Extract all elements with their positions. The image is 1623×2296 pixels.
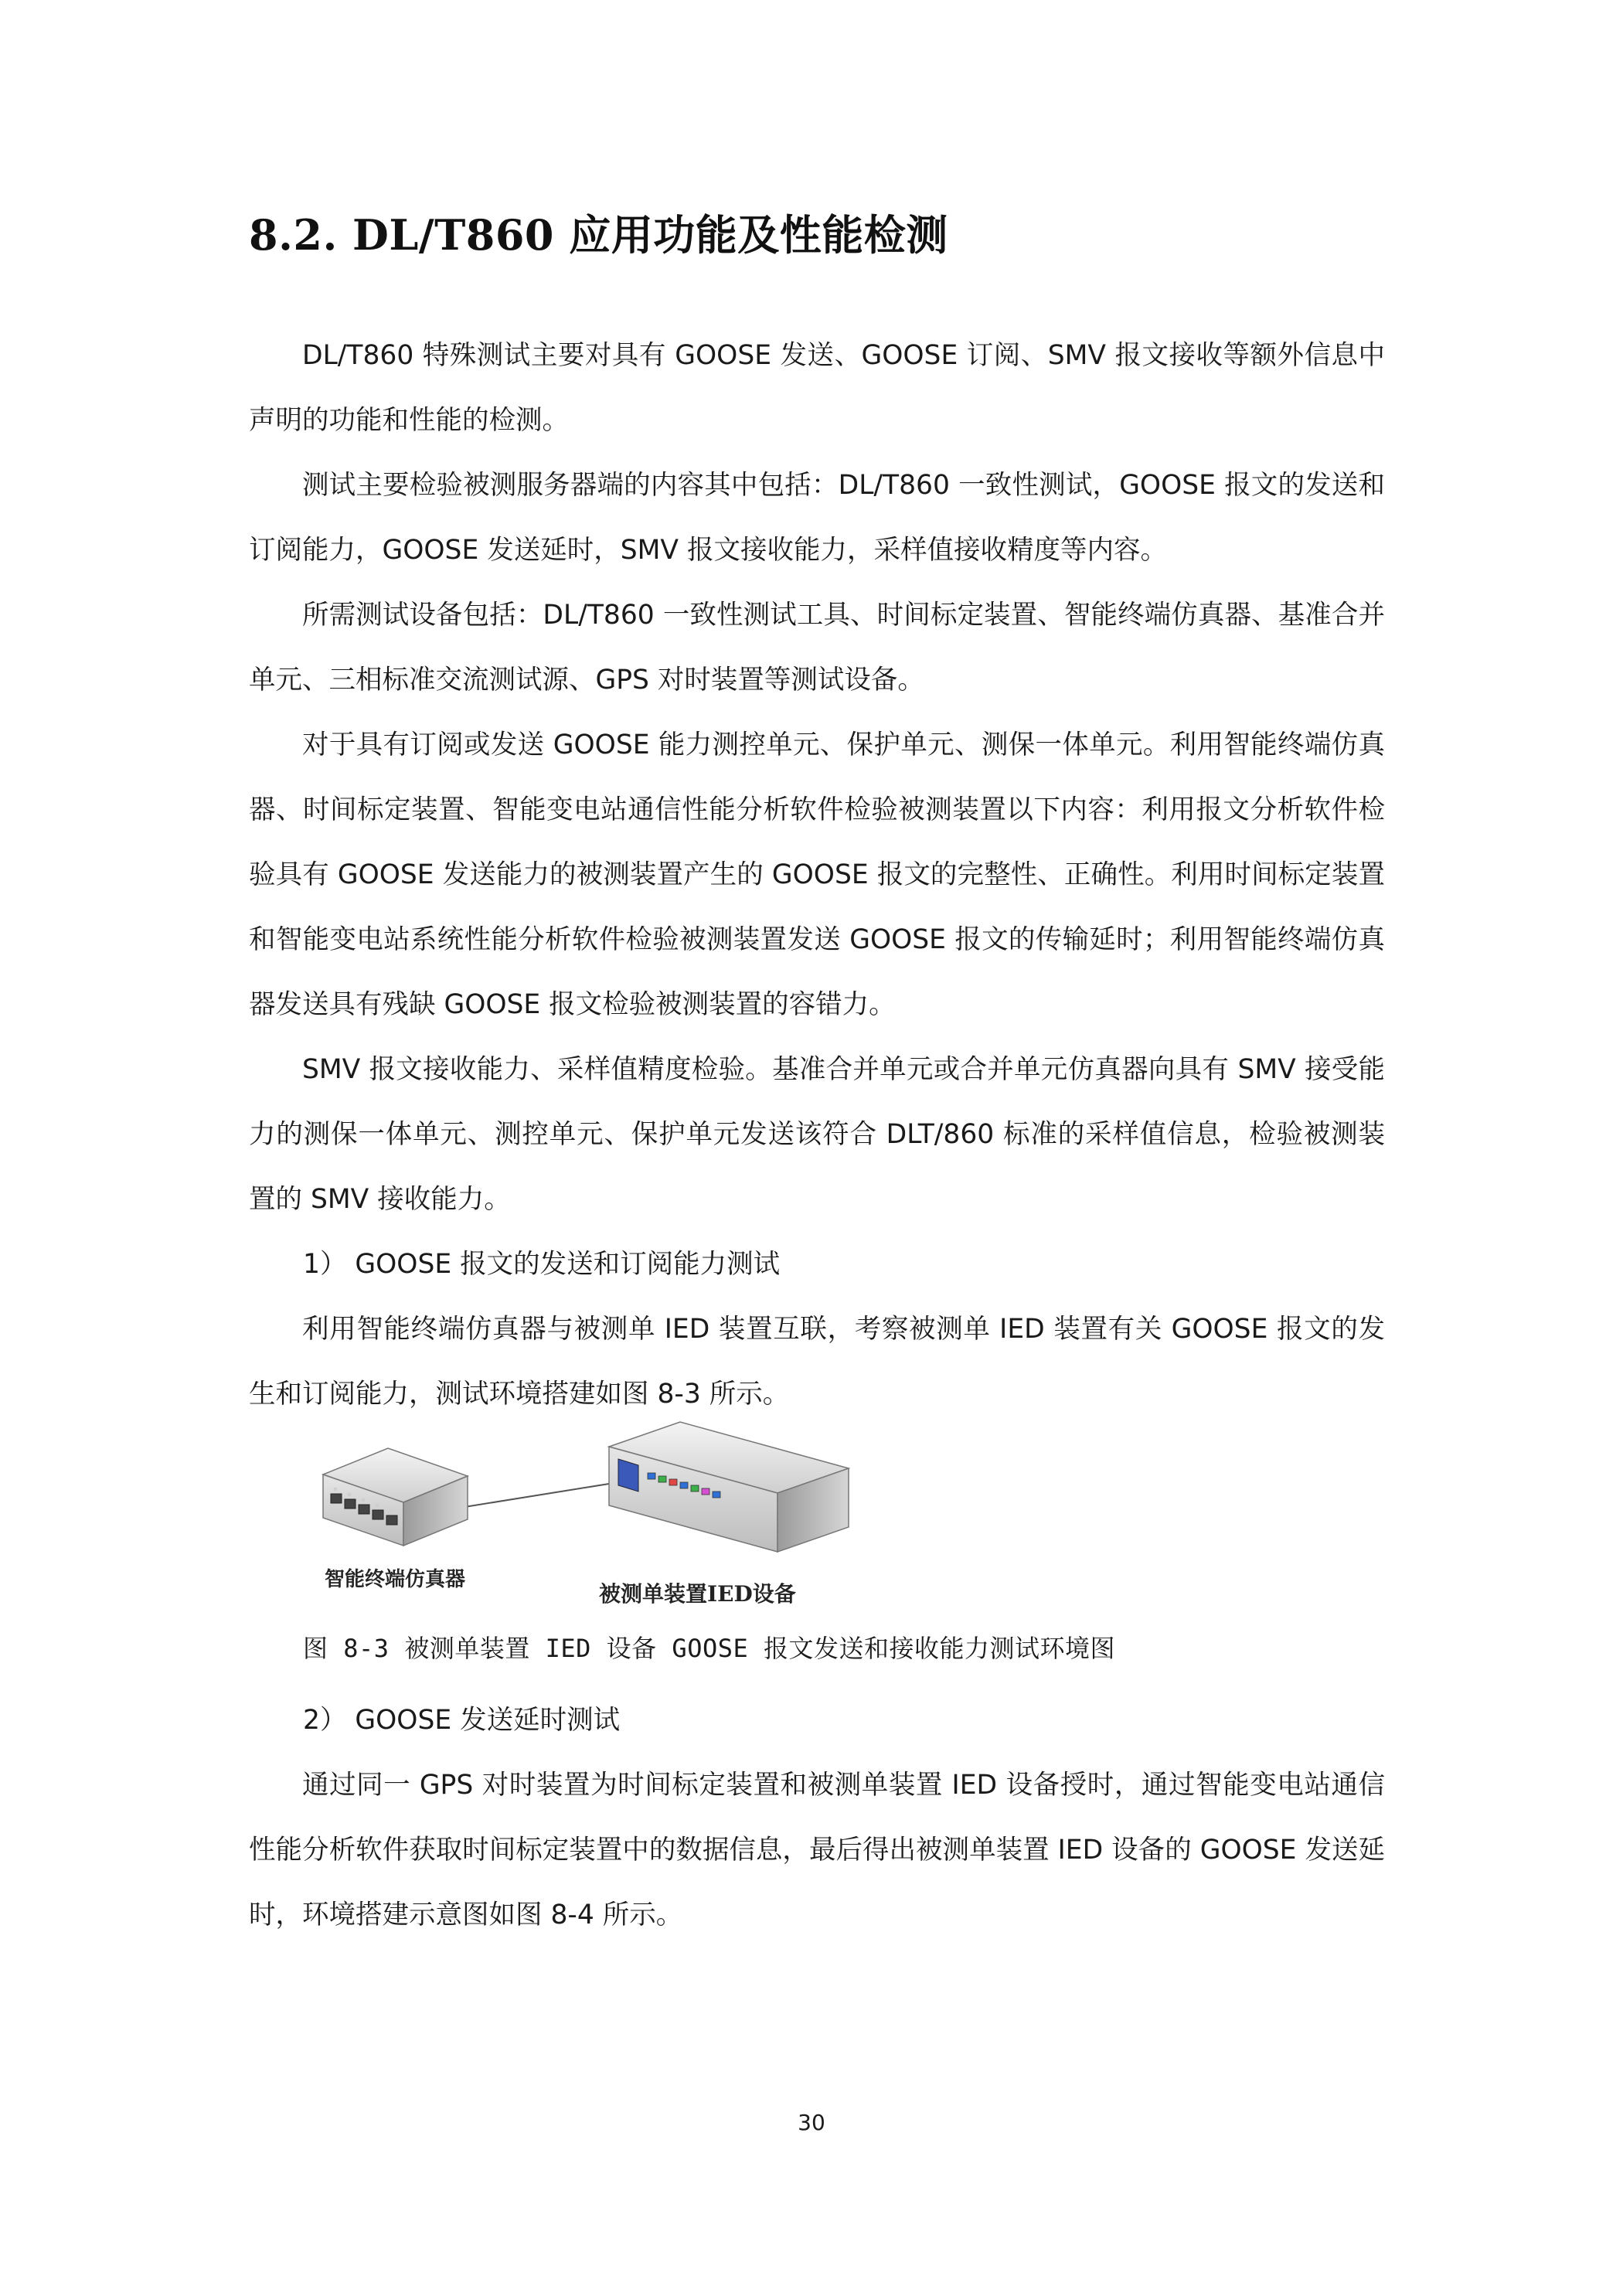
- item-2-title: 2） GOOSE 发送延时测试: [303, 1705, 621, 1736]
- ied-device-label: 被测单装置IED设备: [599, 1581, 796, 1607]
- connection-line: [460, 1484, 609, 1508]
- paragraph-5: SMV 报文接收能力、采样值精度检验。基准合并单元或合并单元仿真器向具有 SMV 接受能力的测保一体单元、测控单元、保护单元发送该符合 DLT/860 标准的采样值信息，检验被测装置的 SMV 接收能力。: [249, 1054, 1385, 1215]
- test-environment-figure: [294, 1414, 850, 1623]
- paragraph-2: 测试主要检验被测服务器端的内容其中包括：DL/T860 一致性测试，GOOSE 报文的发送和订阅能力，GOOSE 发送延时，SMV 报文接收能力，采样值接收精度等内容。: [249, 470, 1385, 566]
- smart-terminal-simulator-icon: [323, 1448, 468, 1546]
- paragraph-3: 所需测试设备包括：DL/T860 一致性测试工具、时间标定装置、智能终端仿真器、基准合并单元、三相标准交流测试源、GPS 对时装置等测试设备。: [249, 600, 1385, 696]
- smart-terminal-simulator-label: 智能终端仿真器: [325, 1568, 466, 1591]
- section-title: 8.2. DL/T860 应用功能及性能检测: [249, 210, 948, 260]
- paragraph-4: 对于具有订阅或发送 GOOSE 能力测控单元、保护单元、测保一体单元。利用智能终端仿真器、时间标定装置、智能变电站通信性能分析软件检验被测装置以下内容：利用报文分析软件检验具有 GOOSE 发送能力的被测装置产生的 GOOSE 报文的完整性、正确性。利用时间标定装置和智能变电站系统性能分析软件检验被测装置发送 GOOSE 报文的传输延时；利用智能终端仿真器发送具有残缺 GOOSE 报文检验被测装置的容错力。: [249, 730, 1385, 1020]
- item-1-title: 1） GOOSE 报文的发送和订阅能力测试: [303, 1249, 781, 1280]
- ied-device-icon: [609, 1422, 849, 1552]
- paragraph-1: DL/T860 特殊测试主要对具有 GOOSE 发送、GOOSE 订阅、SMV 报文接收等额外信息中声明的功能和性能的检测。: [249, 340, 1385, 436]
- item-2-paragraph: 通过同一 GPS 对时装置为时间标定装置和被测单装置 IED 设备授时，通过智能变电站通信性能分析软件获取时间标定装置中的数据信息，最后得出被测单装置 IED 设备的 GOOSE 发送延时，环境搭建示意图如图 8-4 所示。: [249, 1770, 1385, 1930]
- page-number: 30: [798, 2110, 825, 2135]
- item-1-paragraph: 利用智能终端仿真器与被测单 IED 装置互联，考察被测单 IED 装置有关 GOOSE 报文的发生和订阅能力，测试环境搭建如图 8-3 所示。: [249, 1314, 1385, 1410]
- figure-caption: 图 8-3 被测单装置 IED 设备 GOOSE 报文发送和接收能力测试环境图: [303, 1634, 1116, 1663]
